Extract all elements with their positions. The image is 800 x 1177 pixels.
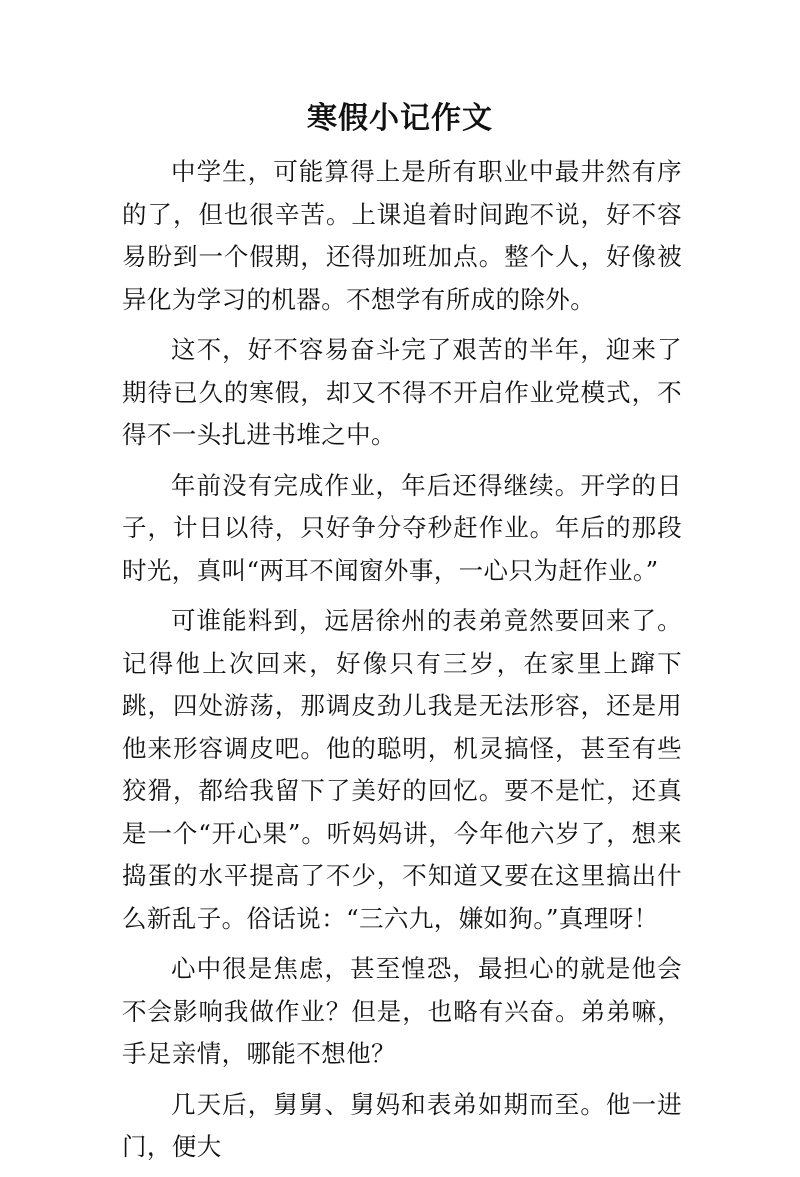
document-title: 寒假小记作文 [307,101,493,136]
paragraph-5: 心中很是焦虑，甚至惶恐，最担心的就是他会不会影响我做作业？但是，也略有兴奋。弟弟嘛，手足亲情，哪能不想他？ [122,954,682,1068]
paragraph-6: 几天后，舅舅、舅妈和表弟如期而至。他一进门，便大 [122,1089,682,1161]
paragraph-4: 可谁能料到，远居徐州的表弟竟然要回来了。记得他上次回来，好像只有三岁，在家里上蹿下跳，四处游荡，那调皮劲儿我是无法形容，还是用他来形容调皮吧。他的聪明，机灵搞怪，甚至有些狡猾，都给我留下了美好的回忆。要不是忙，还真是一个“开心果”。听妈妈讲，今年他六岁了，想来捣蛋的水平提高了不少，不知道又要在这里搞出什么新乱子。俗话说：“三六九，嫌如狗。”真理呀！ [122,606,682,933]
paragraph-2: 这不，好不容易奋斗完了艰苦的半年，迎来了期待已久的寒假，却又不得不开启作业党模式，不得不一头扎进书堆之中。 [122,335,682,449]
document-body [122,151,682,1177]
paragraph-1: 中学生，可能算得上是所有职业中最井然有序的了，但也很辛苦。上课追着时间跑不说，好不容易盼到一个假期，还得加班加点。整个人，好像被异化为学习的机器。不想学有所成的除外。 [122,157,682,314]
paragraph-3: 年前没有完成作业，年后还得继续。开学的日子，计日以待，只好争分夺秒赶作业。年后的那段时光，真叫“两耳不闻窗外事，一心只为赶作业。” [122,470,682,585]
